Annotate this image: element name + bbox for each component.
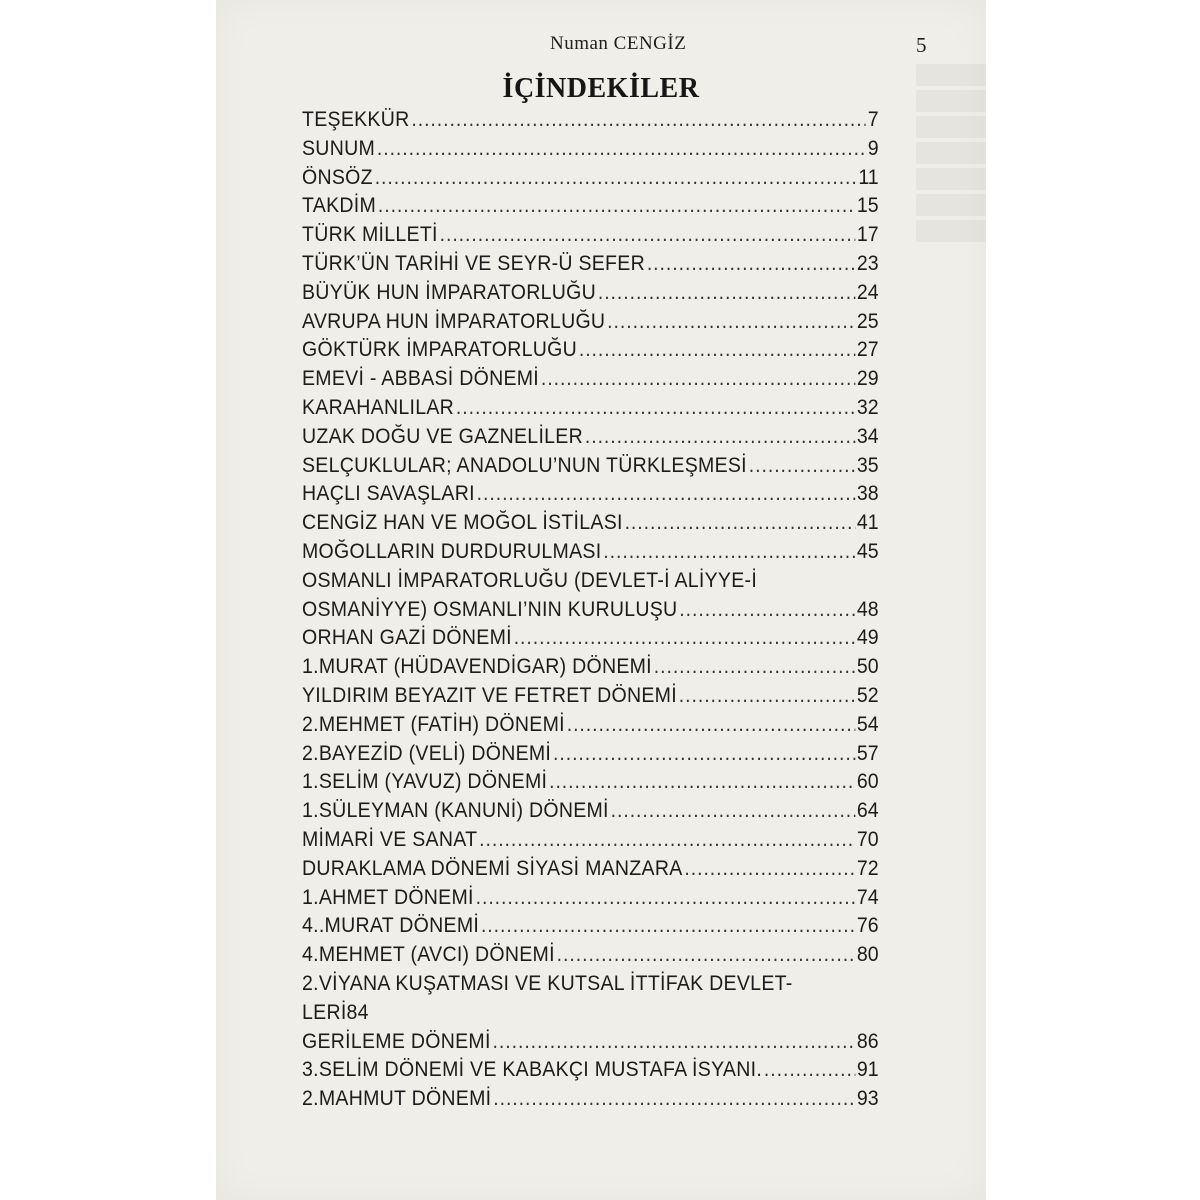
toc-leader-dots: [654, 653, 855, 682]
toc-entry: [302, 797, 879, 826]
toc-leader-dots: [378, 192, 855, 221]
toc-entry: [302, 624, 879, 653]
toc-entry: [302, 221, 879, 250]
toc-entry: [302, 941, 879, 970]
toc-entry-label: UZAK DOĞU VE GAZNELİLER: [302, 424, 583, 448]
toc-entry-page: 49: [856, 626, 879, 650]
toc-leader-dots: [479, 826, 855, 855]
toc-entry: [302, 423, 879, 452]
toc-leader-dots: [476, 884, 855, 913]
toc-leader-dots: [598, 279, 855, 308]
toc-entry: [302, 682, 879, 711]
toc-entry-label: OSMANLI İMPARATORLUĞU (DEVLET-İ ALİYYE-İ: [302, 568, 758, 592]
toc-entry: [302, 538, 879, 567]
toc-leader-dots: [603, 538, 855, 567]
toc-leader-dots: [440, 221, 855, 250]
toc-entry-label: GERİLEME DÖNEMİ: [302, 1029, 491, 1053]
toc-leader-dots: [375, 164, 857, 193]
toc-leader-dots: [647, 250, 855, 279]
toc-entry-page: 27: [856, 338, 879, 362]
toc-leader-dots: [679, 682, 855, 711]
toc-entry-page: 86: [856, 1029, 879, 1053]
toc-entry-label: GÖKTÜRK İMPARATORLUĞU: [302, 338, 577, 362]
toc-entry: [302, 1028, 879, 1057]
toc-leader-dots: [684, 855, 855, 884]
toc-entry-page: 23: [856, 251, 879, 275]
toc-entry: [302, 740, 879, 769]
toc-entry-page: 57: [856, 741, 879, 765]
toc-leader-dots: [557, 941, 855, 970]
toc-entry-page: 32: [856, 395, 879, 419]
toc-entry-page: 41: [856, 511, 879, 535]
toc-entry-page: 52: [856, 683, 879, 707]
toc-entry-page: 24: [856, 280, 879, 304]
toc-leader-dots: [456, 394, 855, 423]
toc-leader-dots: [514, 624, 855, 653]
toc-leader-dots: [481, 912, 855, 941]
toc-entry-page: 48: [856, 597, 879, 621]
running-header: [216, 30, 986, 60]
toc-entry: [302, 308, 879, 337]
toc-entry-label: 1.AHMET DÖNEMİ: [302, 885, 474, 909]
toc-entry-page: 34: [856, 424, 879, 448]
toc-entry-page: 25: [856, 309, 879, 333]
toc-entry-label: 2.MEHMET (FATİH) DÖNEMİ: [302, 712, 565, 736]
toc-leader-dots: [493, 1085, 855, 1114]
toc-entry: [302, 653, 879, 682]
toc-entry: [302, 135, 879, 164]
toc-entry-label: 1.MURAT (HÜDAVENDİGAR) DÖNEMİ: [302, 655, 652, 679]
toc-leader-dots: [553, 740, 855, 769]
toc-entry: [302, 480, 879, 509]
toc-title: İÇİNDEKİLER: [502, 73, 700, 104]
toc-entry: [302, 452, 879, 481]
toc-entry: [302, 250, 879, 279]
toc-leader-dots: [611, 797, 855, 826]
toc-entry: [302, 999, 879, 1028]
toc-entry-label: YILDIRIM BEYAZIT VE FETRET DÖNEMİ: [302, 683, 677, 707]
toc-entry: [302, 365, 879, 394]
toc-leader-dots: [764, 1056, 855, 1085]
toc-entry-label: 2.MAHMUT DÖNEMİ: [302, 1087, 492, 1111]
toc-entry: [302, 336, 879, 365]
show-through-text: [916, 60, 986, 660]
toc-leader-dots: [377, 135, 866, 164]
table-of-contents: [302, 106, 879, 1114]
toc-entry: [302, 279, 879, 308]
toc-entry-label: SELÇUKLULAR; ANADOLU’NUN TÜRKLEŞMESİ: [302, 453, 747, 477]
toc-entry-label: MİMARİ VE SANAT: [302, 827, 478, 851]
toc-entry-page: 7: [867, 108, 879, 131]
toc-entry-label: 4..MURAT DÖNEMİ: [302, 914, 480, 938]
toc-leader-dots: [477, 480, 855, 509]
toc-entry-page: 72: [856, 856, 879, 880]
toc-entry-page: 60: [856, 770, 879, 794]
toc-entry-page: 38: [856, 482, 879, 506]
toc-leader-dots: [541, 365, 855, 394]
toc-entry-label: ORHAN GAZİ DÖNEMİ: [302, 626, 512, 650]
toc-entry: [302, 106, 879, 135]
toc-leader-dots: [549, 768, 855, 797]
toc-leader-dots: [579, 336, 855, 365]
toc-leader-dots: [567, 711, 855, 740]
toc-leader-dots: [493, 1028, 855, 1057]
toc-leader-dots: [607, 308, 855, 337]
page-number: 5: [916, 33, 927, 57]
toc-entry-label: SUNUM: [302, 136, 376, 160]
toc-entry-label: HAÇLI SAVAŞLARI: [302, 482, 475, 506]
toc-entry-label: 1.SÜLEYMAN (KANUNİ) DÖNEMİ: [302, 799, 609, 823]
toc-leader-dots: [585, 423, 855, 452]
toc-entry-page: 54: [856, 712, 879, 736]
toc-leader-dots: [749, 452, 855, 481]
toc-entry-page: 45: [856, 539, 879, 563]
toc-entry-page: 35: [856, 453, 879, 477]
toc-entry: [302, 192, 879, 221]
toc-entry-label: ÖNSÖZ: [302, 165, 373, 189]
toc-entry-page: 64: [856, 799, 879, 823]
toc-entry: [302, 509, 879, 538]
book-page: [216, 0, 986, 1200]
toc-entry: [302, 884, 879, 913]
toc-entry: [302, 596, 879, 625]
toc-entry-label: DURAKLAMA DÖNEMİ SİYASİ MANZARA: [302, 856, 683, 880]
toc-entry: [302, 970, 879, 999]
toc-entry-label: 1.SELİM (YAVUZ) DÖNEMİ: [302, 770, 548, 794]
toc-entry-page: 76: [856, 914, 879, 938]
toc-entry-page: 91: [856, 1058, 879, 1082]
author-name: Numan CENGİZ: [550, 33, 687, 54]
toc-entry: [302, 394, 879, 423]
toc-entry-label: AVRUPA HUN İMPARATORLUĞU: [302, 309, 606, 333]
toc-entry-label: 3.SELİM DÖNEMİ VE KABAKÇI MUSTAFA İSYANI.: [302, 1058, 763, 1082]
toc-leader-dots: [625, 509, 855, 538]
toc-entry-page: 93: [856, 1087, 879, 1111]
toc-entry: [302, 768, 879, 797]
toc-entry-page: 50: [856, 655, 879, 679]
toc-entry-page: 74: [856, 885, 879, 909]
toc-entry: [302, 912, 879, 941]
toc-entry-label: OSMANİYYE) OSMANLI’NIN KURULUŞU: [302, 597, 678, 621]
toc-entry-label: TÜRK’ÜN TARİHİ VE SEYR-Ü SEFER: [302, 251, 645, 275]
toc-entry: [302, 826, 879, 855]
toc-entry-label: EMEVİ - ABBASİ DÖNEMİ: [302, 367, 540, 391]
toc-entry: [302, 1085, 879, 1114]
toc-entry: [302, 711, 879, 740]
toc-entry-label: 2.BAYEZİD (VELİ) DÖNEMİ: [302, 741, 552, 765]
toc-entry-label: MOĞOLLARIN DURDURULMASI: [302, 539, 602, 563]
toc-entry-label: LERİ84: [302, 1000, 369, 1024]
toc-entry-page: 29: [856, 367, 879, 391]
toc-entry: [302, 567, 879, 596]
toc-leader-dots: [679, 596, 855, 625]
toc-entry-label: CENGİZ HAN VE MOĞOL İSTİLASI: [302, 511, 623, 535]
toc-entry-label: TEŞEKKÜR: [302, 108, 410, 131]
toc-entry-label: TÜRK MİLLETİ: [302, 223, 438, 247]
toc-entry: [302, 855, 879, 884]
toc-entry-label: BÜYÜK HUN İMPARATORLUĞU: [302, 280, 596, 304]
toc-entry-page: 80: [856, 943, 879, 967]
toc-entry-label: 2.VİYANA KUŞATMASI VE KUTSAL İTTİFAK DEVLET-: [302, 971, 793, 995]
toc-entry-page: 15: [856, 194, 879, 218]
toc-leader-dots: [411, 106, 866, 135]
toc-entry-label: 4.MEHMET (AVCI) DÖNEMİ: [302, 943, 555, 967]
toc-entry-label: TAKDİM: [302, 194, 377, 218]
toc-entry-page: 11: [858, 165, 879, 189]
toc-entry-page: 17: [856, 223, 879, 247]
toc-entry: [302, 1056, 879, 1085]
toc-entry: [302, 164, 879, 193]
toc-entry-page: 9: [867, 136, 879, 160]
toc-entry-label: KARAHANLILAR: [302, 395, 455, 419]
toc-entry-page: 70: [856, 827, 879, 851]
